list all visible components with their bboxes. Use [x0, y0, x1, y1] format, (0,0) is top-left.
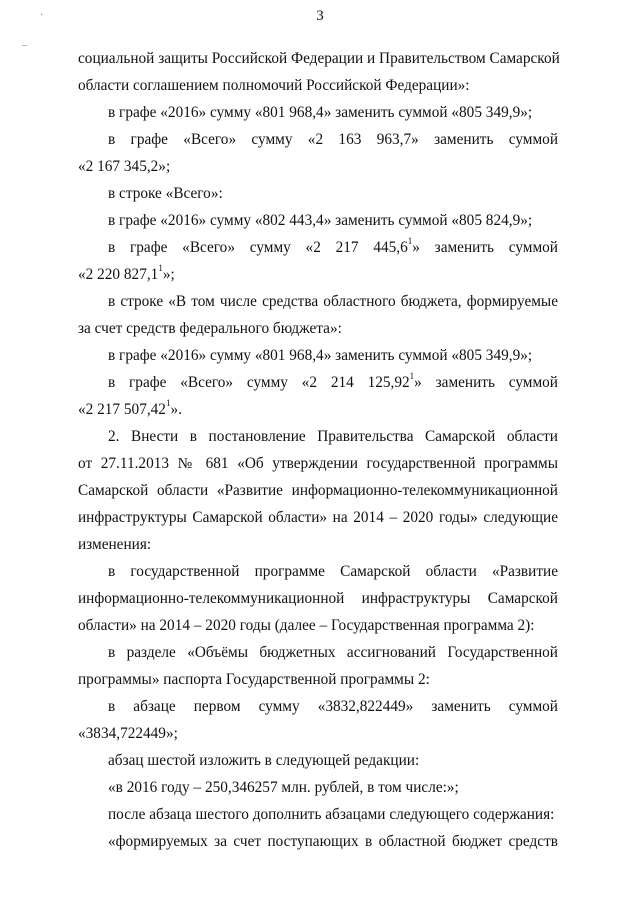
paragraph-line: в графе «2016» сумму «802 443,4» заменить суммой «805 824,9»;	[108, 212, 533, 229]
paragraph-line: за счет средств федерального бюджета»:	[78, 320, 342, 337]
instruction-text: » заменить суммой	[414, 374, 558, 391]
footnote-mark: 1	[407, 236, 413, 246]
paragraph-line: инфраструктуры Самарской области» на 2014 – 2020 годы» следующие	[78, 509, 558, 526]
paragraph-line	[108, 371, 558, 392]
amount-text: «2 217 507,42	[78, 401, 166, 418]
paragraph-line: абзац шестой изложить в следующей редакции:	[108, 752, 420, 769]
paragraph-line: в строке «Всего»:	[108, 185, 223, 202]
amount-text: «2 220 827,1	[78, 266, 159, 283]
paragraph-line: области соглашением полномочий Российской Федерации»:	[78, 77, 470, 94]
instruction-text: » заменить суммой	[412, 239, 558, 256]
paragraph-line: «в 2016 году – 250,346257 млн. рублей, в том числе:»;	[108, 779, 459, 796]
paragraph-line: социальной защиты Российской Федерации и Правительством Самарской	[78, 50, 560, 67]
footnote-mark: 1	[165, 398, 171, 408]
page-number: 3	[316, 8, 324, 24]
paragraph-line: изменения:	[78, 536, 152, 553]
paragraph-line: в строке «В том числе средства областного бюджета, формируемые	[108, 293, 558, 310]
paragraph-line	[108, 236, 558, 257]
paragraph-line: 2. Внести в постановление Правительства Самарской области	[108, 428, 558, 445]
paragraph-line: в государственной программе Самарской области «Развитие	[108, 563, 558, 580]
paragraph-line	[78, 398, 558, 419]
paragraph-line: после абзаца шестого дополнить абзацами следующего содержания:	[108, 806, 555, 823]
paragraph-line: в разделе «Объёмы бюджетных ассигнований Государственной	[108, 644, 558, 661]
amount-text: в графе «Всего» сумму «2 217 445,6	[108, 239, 408, 256]
paragraph-line: области» на 2014 – 2020 годы (далее – Государственная программа 2):	[78, 617, 535, 634]
paragraph-line: в графе «2016» сумму «801 968,4» заменить суммой «805 349,9»;	[108, 104, 533, 121]
paragraph-line: «формируемых за счет поступающих в областной бюджет средств	[108, 833, 558, 850]
instruction-text: »;	[162, 266, 175, 283]
paragraph-line	[78, 263, 558, 284]
instruction-text: ».	[170, 401, 182, 418]
paragraph-line: «2 167 345,2»;	[78, 158, 171, 175]
paragraph-line: от 27.11.2013 № 681 «Об утверждении государственной программы	[78, 455, 558, 472]
footnote-mark: 1	[409, 371, 415, 381]
paragraph-line: программы» паспорта Государственной программы 2:	[78, 671, 430, 688]
paragraph-line: информационно-телекоммуникационной инфраструктуры Самарской	[78, 590, 558, 607]
paragraph-line: в графе «Всего» сумму «2 163 963,7» заменить суммой	[108, 131, 558, 148]
amount-text: в графе «Всего» сумму «2 214 125,92	[108, 374, 410, 391]
paragraph-line: Самарской области «Развитие информационно-телекоммуникационной	[78, 482, 558, 499]
scan-mark: –	[22, 40, 27, 51]
paragraph-line: в графе «2016» сумму «801 968,4» заменить суммой «805 349,9»;	[108, 347, 533, 364]
scan-mark: ·	[40, 10, 44, 21]
footnote-mark: 1	[158, 263, 163, 273]
paragraph-line: «3834,722449»;	[78, 725, 178, 742]
paragraph-line: в абзаце первом сумму «3832,822449» заменить суммой	[108, 698, 558, 715]
